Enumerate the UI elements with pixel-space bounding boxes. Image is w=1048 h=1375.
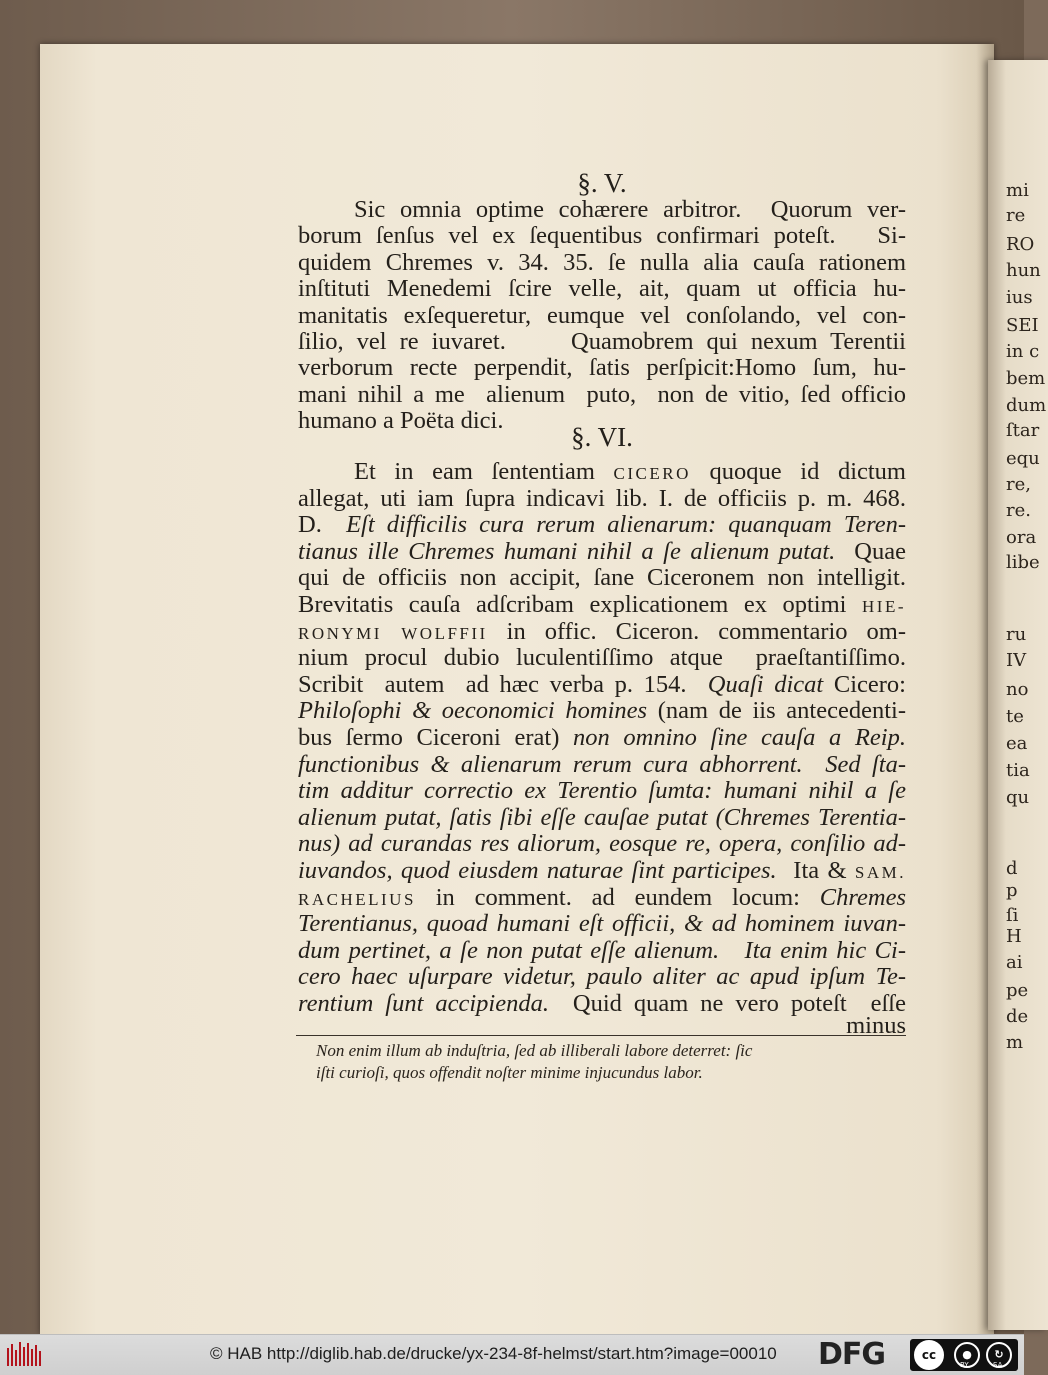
text-run: nium procul dubio luculentiſſimo atque praeſtantiſſimo. [298,644,906,672]
small-caps-run: HIE- [862,597,906,616]
adjacent-page-fragment: IV [1006,650,1027,671]
adjacent-page-fragment: re [1006,205,1026,226]
adjacent-page-fragment: ſi [1006,905,1019,926]
text-run: mani nihil a me alienum puto, non de vitio, ſed officio [298,380,906,408]
adjacent-page-fragment: tia [1006,760,1030,781]
text-run: bus ſermo Ciceroni erat) [298,724,574,751]
italic-run: Quaſi dicat [707,670,824,698]
text-line [298,328,906,355]
viewer-footer [0,1334,1024,1375]
italic-run: alienum putat, ſatis ſibi eſſe cauſae putat (Chremes Terentia- [298,803,906,831]
footnote-line: iſti curioſi, quos offendit noſter minime injucundus labor. [316,1063,703,1082]
text-line [298,485,906,512]
text-line [298,354,906,381]
by-attribution-icon: ● [954,1342,980,1368]
text-line [298,222,906,249]
adjacent-page-fragment: re, [1006,474,1031,495]
text-run: borum ſenſus vel ex ſequentibus confirmari poteſt. Si- [298,222,906,250]
text-run: Cicero: [823,670,906,698]
text-run: verborum recte perpendit, ſatis perſpicit:Homo ſum, hu- [298,354,906,382]
adjacent-page-fragment: m [1006,1032,1024,1053]
hab-barcode-logo-icon[interactable] [6,1342,42,1368]
text-run: Ita & [776,857,855,884]
text-line [298,618,906,647]
adjacent-page-fragment: bem [1006,368,1046,389]
text-run: qui de officiis non accipit, ſane Ciceronem non intelligit. [298,564,906,592]
adjacent-page-fragment: RO [1006,234,1035,255]
adjacent-page-fragment: ru [1006,624,1027,645]
text-line [298,884,906,913]
small-caps-run: SAM. [854,863,906,882]
italic-run: nus) ad curandas res aliorum, eosque re, opera, conſilio ad- [298,830,906,858]
adjacent-page-fragment: mi [1006,180,1029,201]
catchword: minus [846,1012,906,1039]
adjacent-page-fragment: p [1006,880,1018,901]
text-run: quoque id dictum [690,458,906,485]
italic-run: functionibus & alienarum rerum cura abhorrent. Sed ſta- [298,750,906,778]
adjacent-page-fragment: dum [1006,395,1047,416]
footnote-line: Non enim illum ab induſtria, ſed ab illiberali labore deterret: ſic [316,1041,753,1060]
text-line [298,804,906,831]
italic-run: cero haec uſurpare videtur, paulo aliter ac apud ipſum Te- [298,963,906,991]
text-line [298,937,906,964]
text-line [298,910,906,937]
adjacent-page-fragment: ius [1006,287,1033,308]
adjacent-page-fragment: hun [1006,260,1041,281]
section-heading-v: §. V. [577,168,627,198]
adjacent-page-fragment: pe [1006,980,1029,1001]
text-line [298,857,906,886]
text-run: inſtituti Menedemi ſcire velle, ait, quam ut officia hu- [298,275,906,303]
adjacent-page-fragment: ai [1006,952,1023,973]
dfg-logo[interactable]: DFG [818,1337,886,1372]
text-line [298,564,906,591]
text-line [298,381,906,408]
text-line [354,196,906,223]
small-caps-run: CICERO [613,464,691,483]
small-caps-run: RONYMI WOLFFII [298,623,488,643]
adjacent-page-fragment: equ [1006,448,1040,469]
text-run: Quae [835,537,906,565]
adjacent-page-fragment: H [1006,926,1022,947]
italic-run: rentium ſunt accipienda. [298,990,549,1017]
italic-run: tim additur correctio ex Terentio ſumta: humani nihil a ſe [298,777,906,805]
italic-run: Chremes [819,883,906,911]
italic-run: tianus ille Chremes humani nihil a ſe alienum putat. [298,537,836,565]
adjacent-page-fragment: d [1006,858,1018,879]
text-run: Brevitatis cauſa adſcribam explicationem ex optimi [298,591,863,618]
adjacent-page-fragment: in c [1006,341,1040,362]
text-line [298,963,906,990]
text-line [298,830,906,857]
text-run: manitatis exſequeretur, eumque vel conſolando, vel con- [298,301,906,329]
text-line [298,538,906,565]
text-line [298,697,906,724]
adjacent-page-fragment: SEI [1006,315,1039,336]
text-run: humano a Poëta dici. [298,407,504,435]
text-run: Scribit autem ad hæc verba p. 154. [298,670,708,698]
text-run: D. [298,511,347,539]
adjacent-page-fragment: re. [1006,500,1031,521]
italic-run: Philoſophi & oeconomici homines [298,697,648,725]
text-line [298,249,906,276]
text-line [298,511,906,538]
adjacent-page-fragment: no [1006,679,1029,700]
text-line [298,671,906,698]
adjacent-page-fragment: ſtar [1006,420,1040,441]
cc-license-badge[interactable] [910,1339,1018,1371]
footnote-rule [296,1035,906,1036]
by-label: BY [960,1361,969,1369]
text-line [298,591,906,620]
italic-run: Eſt difficilis cura rerum alienarum: quanquam Teren- [346,511,907,539]
sa-label: SA [993,1361,1003,1369]
section-heading-vi: §. VI. [571,422,633,452]
text-run: ſilio, vel re iuvaret. Quamobrem qui nexum Terentii [298,328,906,355]
adjacent-page-fragment: libe [1006,552,1040,573]
text-run: Et in eam ſententiam [354,458,614,485]
small-caps-run: RACHELIUS [298,889,416,909]
text-line [354,458,906,487]
copyright-url[interactable]: © HAB http://diglib.hab.de/drucke/yx-234-8f-helmst/start.htm?image=00010 [210,1344,777,1363]
italic-run: non omnino ſine cauſa a Reip. [573,724,906,751]
adjacent-page-fragment: ea [1006,733,1028,754]
text-line [298,777,906,804]
adjacent-page-fragment: qu [1006,787,1030,808]
text-run: quidem Chremes v. 34. 35. ſe nulla alia cauſa rationem [298,248,906,276]
adjacent-page-fragment: de [1006,1006,1029,1027]
text-run: in comment. ad eundem locum: [415,883,820,911]
text-run: in offic. Ciceron. commentario om- [487,617,906,645]
text-line [298,302,906,329]
text-line [298,644,906,671]
italic-run: iuvandos, quod eiusdem naturae ſint participes. [298,857,777,884]
cc-icon: cc [914,1340,944,1370]
italic-run: dum pertinet, a ſe non putat eſſe alienum. Ita enim hic Ci- [298,936,906,964]
text-run: Sic omnia optime cohærere arbitror. Quorum ver- [354,196,906,223]
text-line [298,724,906,751]
text-run: allegat, uti iam ſupra indicavi lib. I. de officiis p. m. 468. [298,484,906,512]
italic-run: Terentianus, quoad humani eſt officii, & ad hominem iuvan- [298,910,906,938]
adjacent-page-fragment: ora [1006,527,1037,548]
sa-share-alike-icon: ↻ [986,1342,1012,1368]
text-line [298,751,906,778]
text-line [298,275,906,302]
adjacent-page-fragment: te [1006,706,1024,727]
text-run: (nam de iis antecedenti- [647,697,906,725]
text-run: Quid quam ne vero poteſt eſſe [548,990,906,1017]
